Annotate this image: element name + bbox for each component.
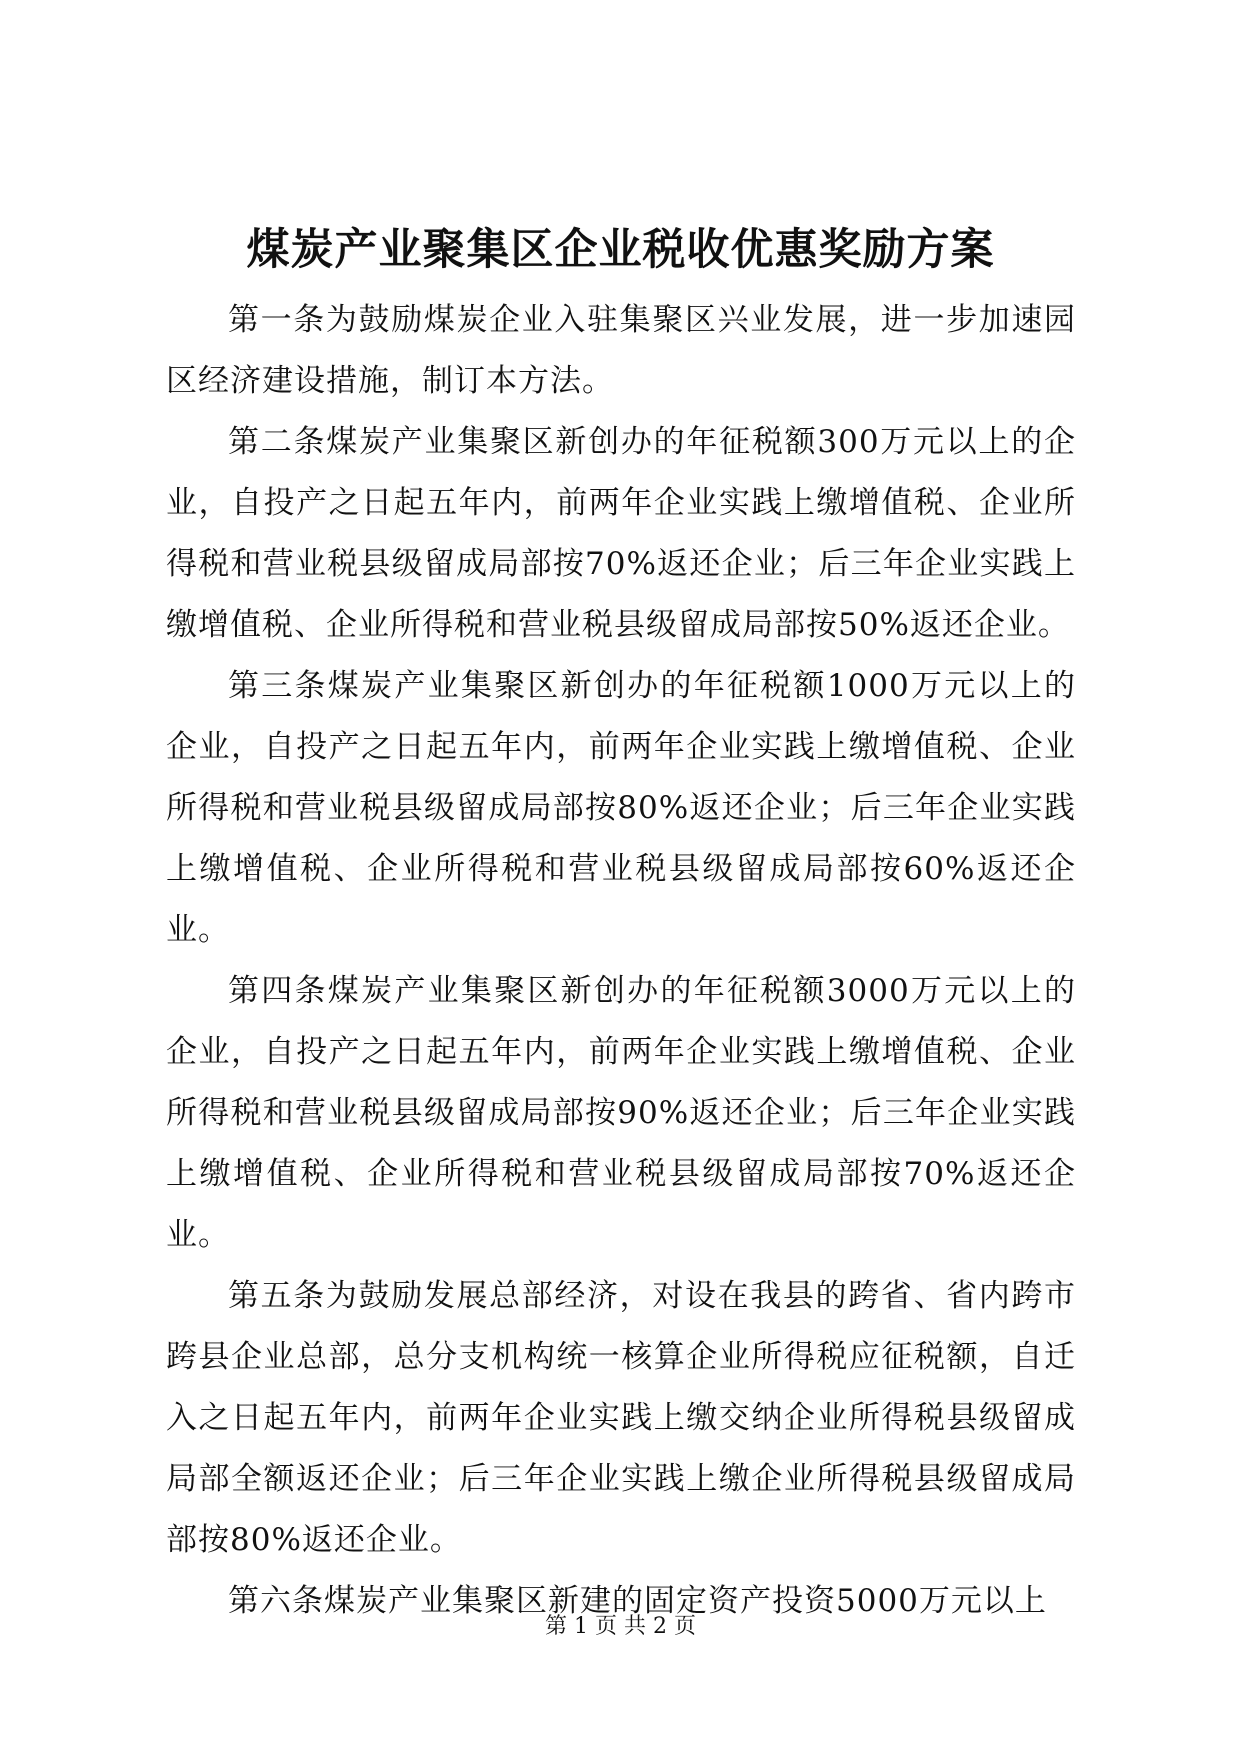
article-5-paragraph: 第五条为鼓励发展总部经济，对设在我县的跨省、省内跨市跨县企业总部，总分支机构统一核算企业所得税应征税额，自迁入之日起五年内，前两年企业实践上缴交纳企业所得税县级留成局部全额返还企业；后三年企业实践上缴企业所得税县级留成局部按80%返还企业。 [166,1278,1076,1558]
article-2-paragraph: 第二条煤炭产业集聚区新创办的年征税额300万元以上的企业，自投产之日起五年内，前两年企业实践上缴增值税、企业所得税和营业税县级留成局部按70%返还企业；后三年企业实践上缴增值税、企业所得税和营业税县级留成局部按50%返还企业。 [166,424,1076,643]
article-3-paragraph: 第三条煤炭产业集聚区新创办的年征税额1000万元以上的企业，自投产之日起五年内，前两年企业实践上缴增值税、企业所得税和营业税县级留成局部按80%返还企业；后三年企业实践上缴增值税、企业所得税和营业税县级留成局部按60%返还企业。 [166,668,1076,948]
page-number-footer: 第 1 页 共 2 页 [545,1614,696,1639]
article-4-paragraph: 第四条煤炭产业集聚区新创办的年征税额3000万元以上的企业，自投产之日起五年内，前两年企业实践上缴增值税、企业所得税和营业税县级留成局部按90%返还企业；后三年企业实践上缴增值税、企业所得税和营业税县级留成局部按70%返还企业。 [166,973,1076,1253]
document-body [166,290,1076,1632]
article-6-paragraph: 第六条煤炭产业集聚区新建的固定资产投资5000万元以上 [228,1583,1047,1619]
document-title: 煤炭产业聚集区企业税收优惠奖励方案 [246,225,995,275]
article-1-paragraph: 第一条为鼓励煤炭企业入驻集聚区兴业发展，进一步加速园区经济建设措施，制订本方法。 [166,302,1076,399]
